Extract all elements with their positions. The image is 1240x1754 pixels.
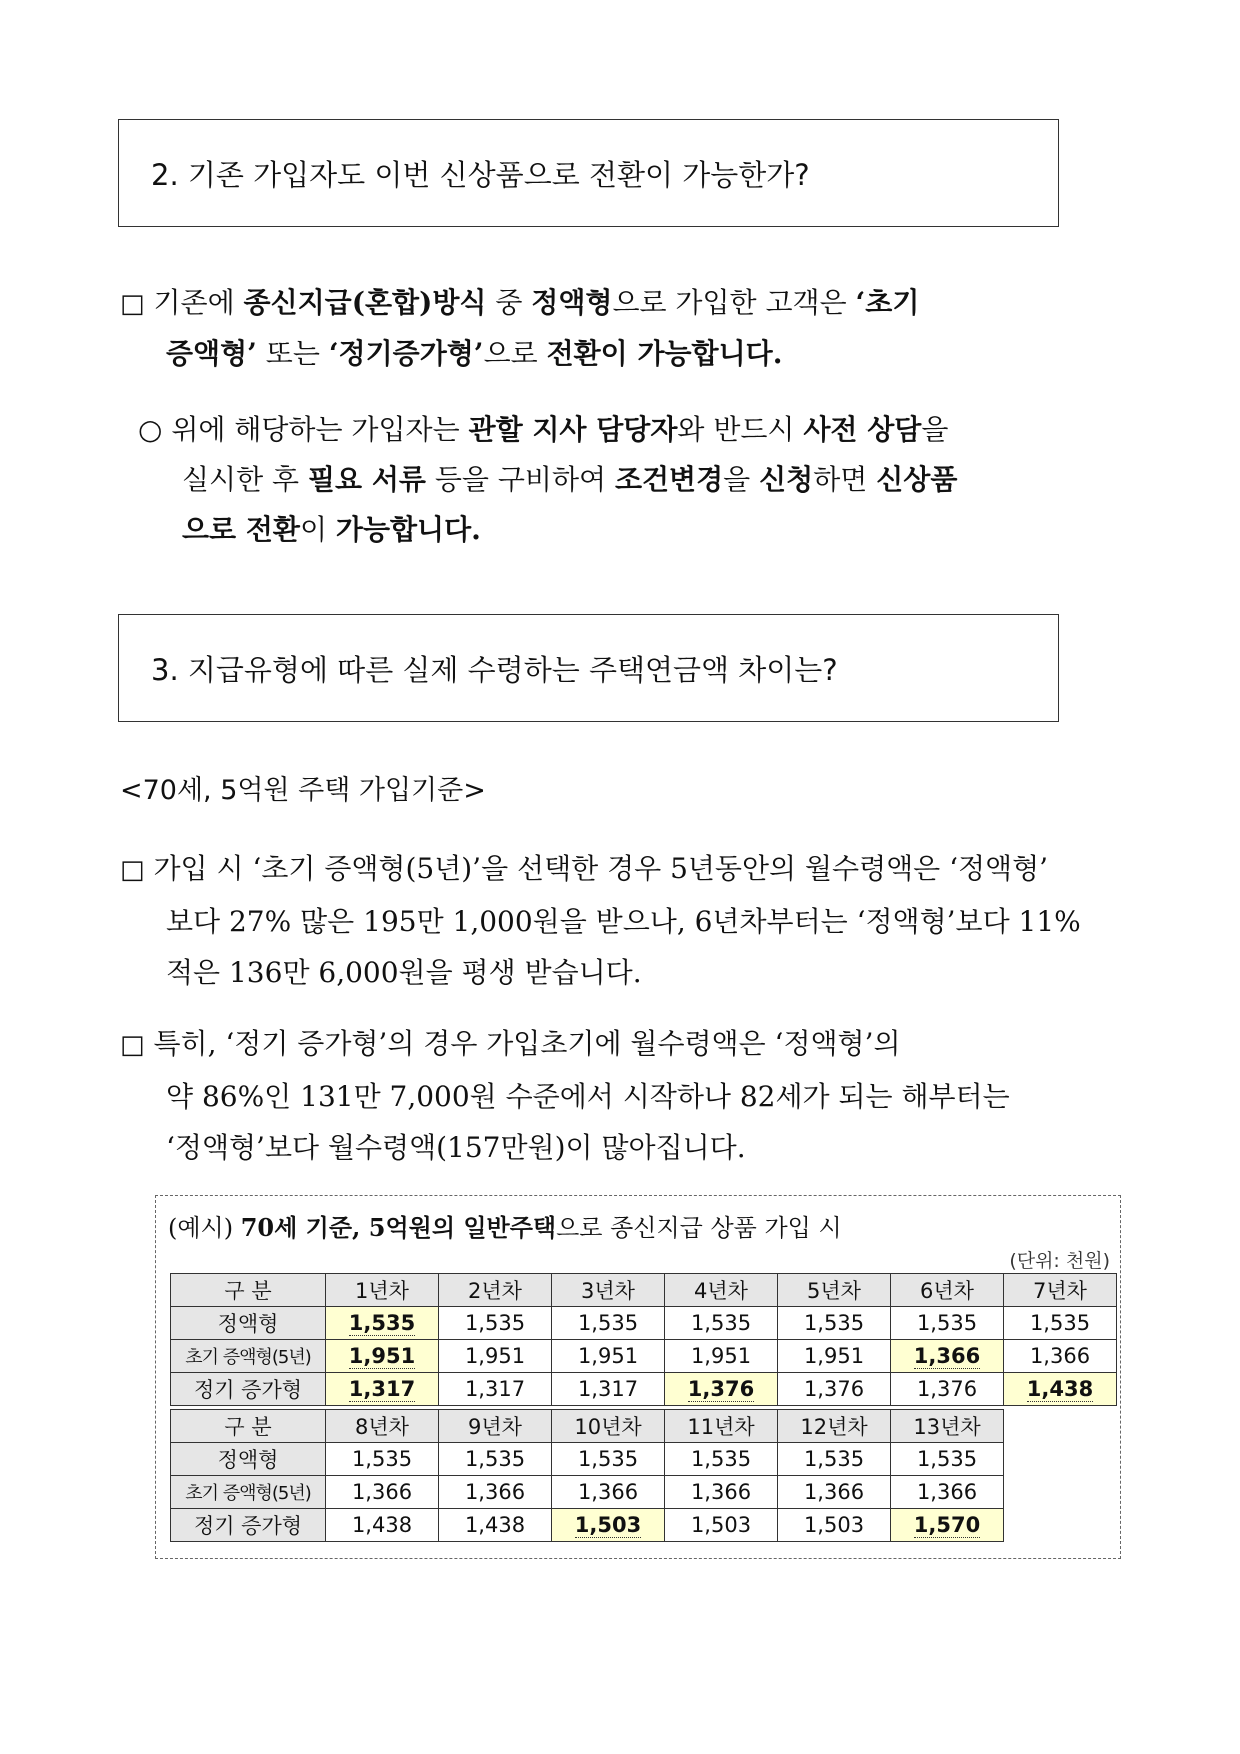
header-year: 2년차	[439, 1274, 552, 1307]
row-label: 정기 증가형	[171, 1373, 326, 1406]
paragraph-periodic-increase	[120, 1018, 1120, 1173]
text: 중	[486, 286, 532, 319]
header-year: 8년차	[326, 1410, 439, 1443]
bold-text: 관할 지사 담당자	[468, 413, 678, 446]
row-label: 정기 증가형	[171, 1509, 326, 1542]
header-year: 13년차	[891, 1410, 1004, 1443]
text: 와 반드시	[677, 413, 804, 446]
header-year: 6년차	[891, 1274, 1004, 1307]
paragraph-conversion	[120, 278, 1120, 379]
table-row	[171, 1509, 1004, 1542]
p3-line-3: 적은 136만 6,000원을 평생 받습니다.	[166, 956, 642, 989]
p3-line-2: 보다 27% 많은 195만 1,000원을 받으나, 6년차부터는 ‘정액형’보다 11%	[166, 905, 1081, 938]
row-label: 정액형	[171, 1307, 326, 1340]
table-cell: 1,535	[665, 1307, 778, 1340]
table-cell: 1,535	[439, 1443, 552, 1476]
table-cell: 1,503	[665, 1509, 778, 1542]
table-header-row	[171, 1410, 1004, 1443]
table-cell	[552, 1509, 665, 1542]
text: 으로	[483, 337, 547, 370]
table-cell: 1,317	[552, 1373, 665, 1406]
bold-text: ‘초기	[855, 286, 920, 319]
bold-text: 신청	[759, 463, 814, 496]
table-cell: 1,317	[439, 1373, 552, 1406]
bold-text: 70세 기준, 5억원의 일반주택	[240, 1213, 557, 1242]
row-label: 초기 증액형(5년)	[171, 1340, 326, 1373]
table-cell: 1,535	[778, 1443, 891, 1476]
table-cell: 1,535	[552, 1443, 665, 1476]
p2-line-3	[138, 505, 1123, 555]
table-cell: 1,366	[326, 1476, 439, 1509]
bold-text: 가능합니다.	[335, 513, 481, 546]
circle-bullet-icon: ○	[138, 413, 163, 446]
p1-line-1	[120, 278, 1120, 329]
highlighted-value: 1,570	[913, 1513, 981, 1537]
header-category: 구 분	[171, 1410, 326, 1443]
table-cell: 1,535	[891, 1307, 1004, 1340]
table-cell: 1,535	[326, 1443, 439, 1476]
text: 으로 가입한 고객은	[612, 286, 856, 319]
table-cell	[326, 1307, 439, 1340]
square-bullet-icon: □	[120, 289, 145, 319]
table-cell: 1,366	[1004, 1340, 1117, 1373]
table-cell: 1,535	[552, 1307, 665, 1340]
highlighted-value: 1,535	[348, 1311, 416, 1335]
table-cell: 1,366	[778, 1476, 891, 1509]
highlighted-value: 1,438	[1026, 1377, 1094, 1401]
row-label: 정액형	[171, 1443, 326, 1476]
table-cell	[891, 1340, 1004, 1373]
text: 등을 구비하여	[425, 463, 615, 496]
text: 으로 종신지급 상품 가입 시	[556, 1214, 842, 1242]
paragraph-consultation	[138, 405, 1123, 555]
payment-table-years-8-13	[170, 1409, 1004, 1542]
payment-table-years-1-7	[170, 1273, 1117, 1406]
table-cell: 1,438	[439, 1509, 552, 1542]
table-cell: 1,535	[891, 1443, 1004, 1476]
header-year: 10년차	[552, 1410, 665, 1443]
text: 하면	[813, 463, 877, 496]
table-row	[171, 1340, 1117, 1373]
p3-line-1	[120, 843, 1120, 896]
header-year: 9년차	[439, 1410, 552, 1443]
header-year: 4년차	[665, 1274, 778, 1307]
header-year: 5년차	[778, 1274, 891, 1307]
square-bullet-icon: □	[120, 1030, 145, 1060]
bold-text: 신상품	[876, 463, 958, 496]
table-cell: 1,951	[665, 1340, 778, 1373]
bold-text: 정액형	[531, 286, 613, 319]
example-box	[155, 1195, 1121, 1559]
header-year: 12년차	[778, 1410, 891, 1443]
table-cell: 1,535	[1004, 1307, 1117, 1340]
table-cell: 1,366	[891, 1476, 1004, 1509]
table-cell: 1,951	[778, 1340, 891, 1373]
bold-text: 종신지급(혼합)방식	[243, 286, 487, 319]
bold-text: ‘정기증가형’	[328, 337, 484, 370]
table-header-row	[171, 1274, 1117, 1307]
section-2-heading-box	[118, 119, 1059, 227]
header-year: 3년차	[552, 1274, 665, 1307]
highlighted-value: 1,376	[687, 1377, 755, 1401]
text: 을	[723, 463, 760, 496]
table-cell: 1,366	[552, 1476, 665, 1509]
p2-line-2	[138, 455, 1123, 505]
table-row	[171, 1373, 1117, 1406]
bold-text: 증액형’	[166, 337, 257, 370]
section-3-subtitle: <70세, 5억원 주택 가입기준>	[120, 775, 486, 806]
text: 위에 해당하는 가입자는	[162, 413, 469, 446]
table-cell	[891, 1509, 1004, 1542]
highlighted-value: 1,366	[913, 1344, 981, 1368]
table-cell: 1,376	[891, 1373, 1004, 1406]
bold-text: 사전 상담	[803, 413, 922, 446]
bold-text: 으로 전환	[182, 513, 300, 546]
section-3-heading-box	[118, 614, 1059, 722]
header-category: 구 분	[171, 1274, 326, 1307]
p1-line-2	[120, 329, 1120, 379]
table-cell	[1004, 1373, 1117, 1406]
text: 을	[921, 413, 949, 446]
table-row	[171, 1443, 1004, 1476]
text: (예시)	[168, 1214, 241, 1242]
table-cell: 1,503	[778, 1509, 891, 1542]
highlighted-value: 1,951	[348, 1344, 416, 1368]
p4-line-2: 약 86%인 131만 7,000원 수준에서 시작하나 82세가 되는 해부터는	[166, 1080, 1010, 1113]
table-cell	[326, 1373, 439, 1406]
header-year: 1년차	[326, 1274, 439, 1307]
highlighted-value: 1,503	[574, 1513, 642, 1537]
table-cell: 1,366	[665, 1476, 778, 1509]
section-2-title: 2. 기존 가입자도 이번 신상품으로 전환이 가능한가?	[151, 157, 810, 192]
table-cell: 1,376	[778, 1373, 891, 1406]
table-cell	[665, 1373, 778, 1406]
p4-line-1	[120, 1018, 1120, 1071]
unit-label: (단위: 천원)	[1009, 1250, 1110, 1272]
table-cell: 1,535	[665, 1443, 778, 1476]
table-cell: 1,438	[326, 1509, 439, 1542]
text: 기존에	[144, 286, 244, 319]
text: 실시한 후	[182, 463, 308, 496]
table-cell: 1,366	[439, 1476, 552, 1509]
table-cell: 1,535	[778, 1307, 891, 1340]
paragraph-early-increase	[120, 843, 1120, 998]
header-year: 7년차	[1004, 1274, 1117, 1307]
section-3-title: 3. 지급유형에 따른 실제 수령하는 주택연금액 차이는?	[151, 652, 838, 687]
table-row	[171, 1307, 1117, 1340]
table-cell: 1,951	[439, 1340, 552, 1373]
text: 가입 시 ‘초기 증액형(5년)’을 선택한 경우 5년동안의 월수령액은 ‘정액형’	[144, 852, 1049, 885]
table-cell	[326, 1340, 439, 1373]
header-year: 11년차	[665, 1410, 778, 1443]
bold-text: 조건변경	[614, 463, 724, 496]
table-cell: 1,535	[439, 1307, 552, 1340]
example-title	[168, 1208, 842, 1243]
bold-text: 전환이 가능합니다.	[546, 337, 783, 370]
p2-line-1	[138, 405, 1123, 455]
square-bullet-icon: □	[120, 855, 145, 885]
bold-text: 필요 서류	[308, 463, 426, 496]
text: 특히, ‘정기 증가형’의 경우 가입초기에 월수령액은 ‘정액형’의	[144, 1027, 901, 1060]
highlighted-value: 1,317	[348, 1377, 416, 1401]
row-label: 초기 증액형(5년)	[171, 1476, 326, 1509]
text: 또는	[256, 337, 329, 370]
table-row	[171, 1476, 1004, 1509]
p4-line-3: ‘정액형’보다 월수령액(157만원)이 많아집니다.	[166, 1131, 746, 1164]
table-cell: 1,951	[552, 1340, 665, 1373]
text: 이	[299, 513, 336, 546]
